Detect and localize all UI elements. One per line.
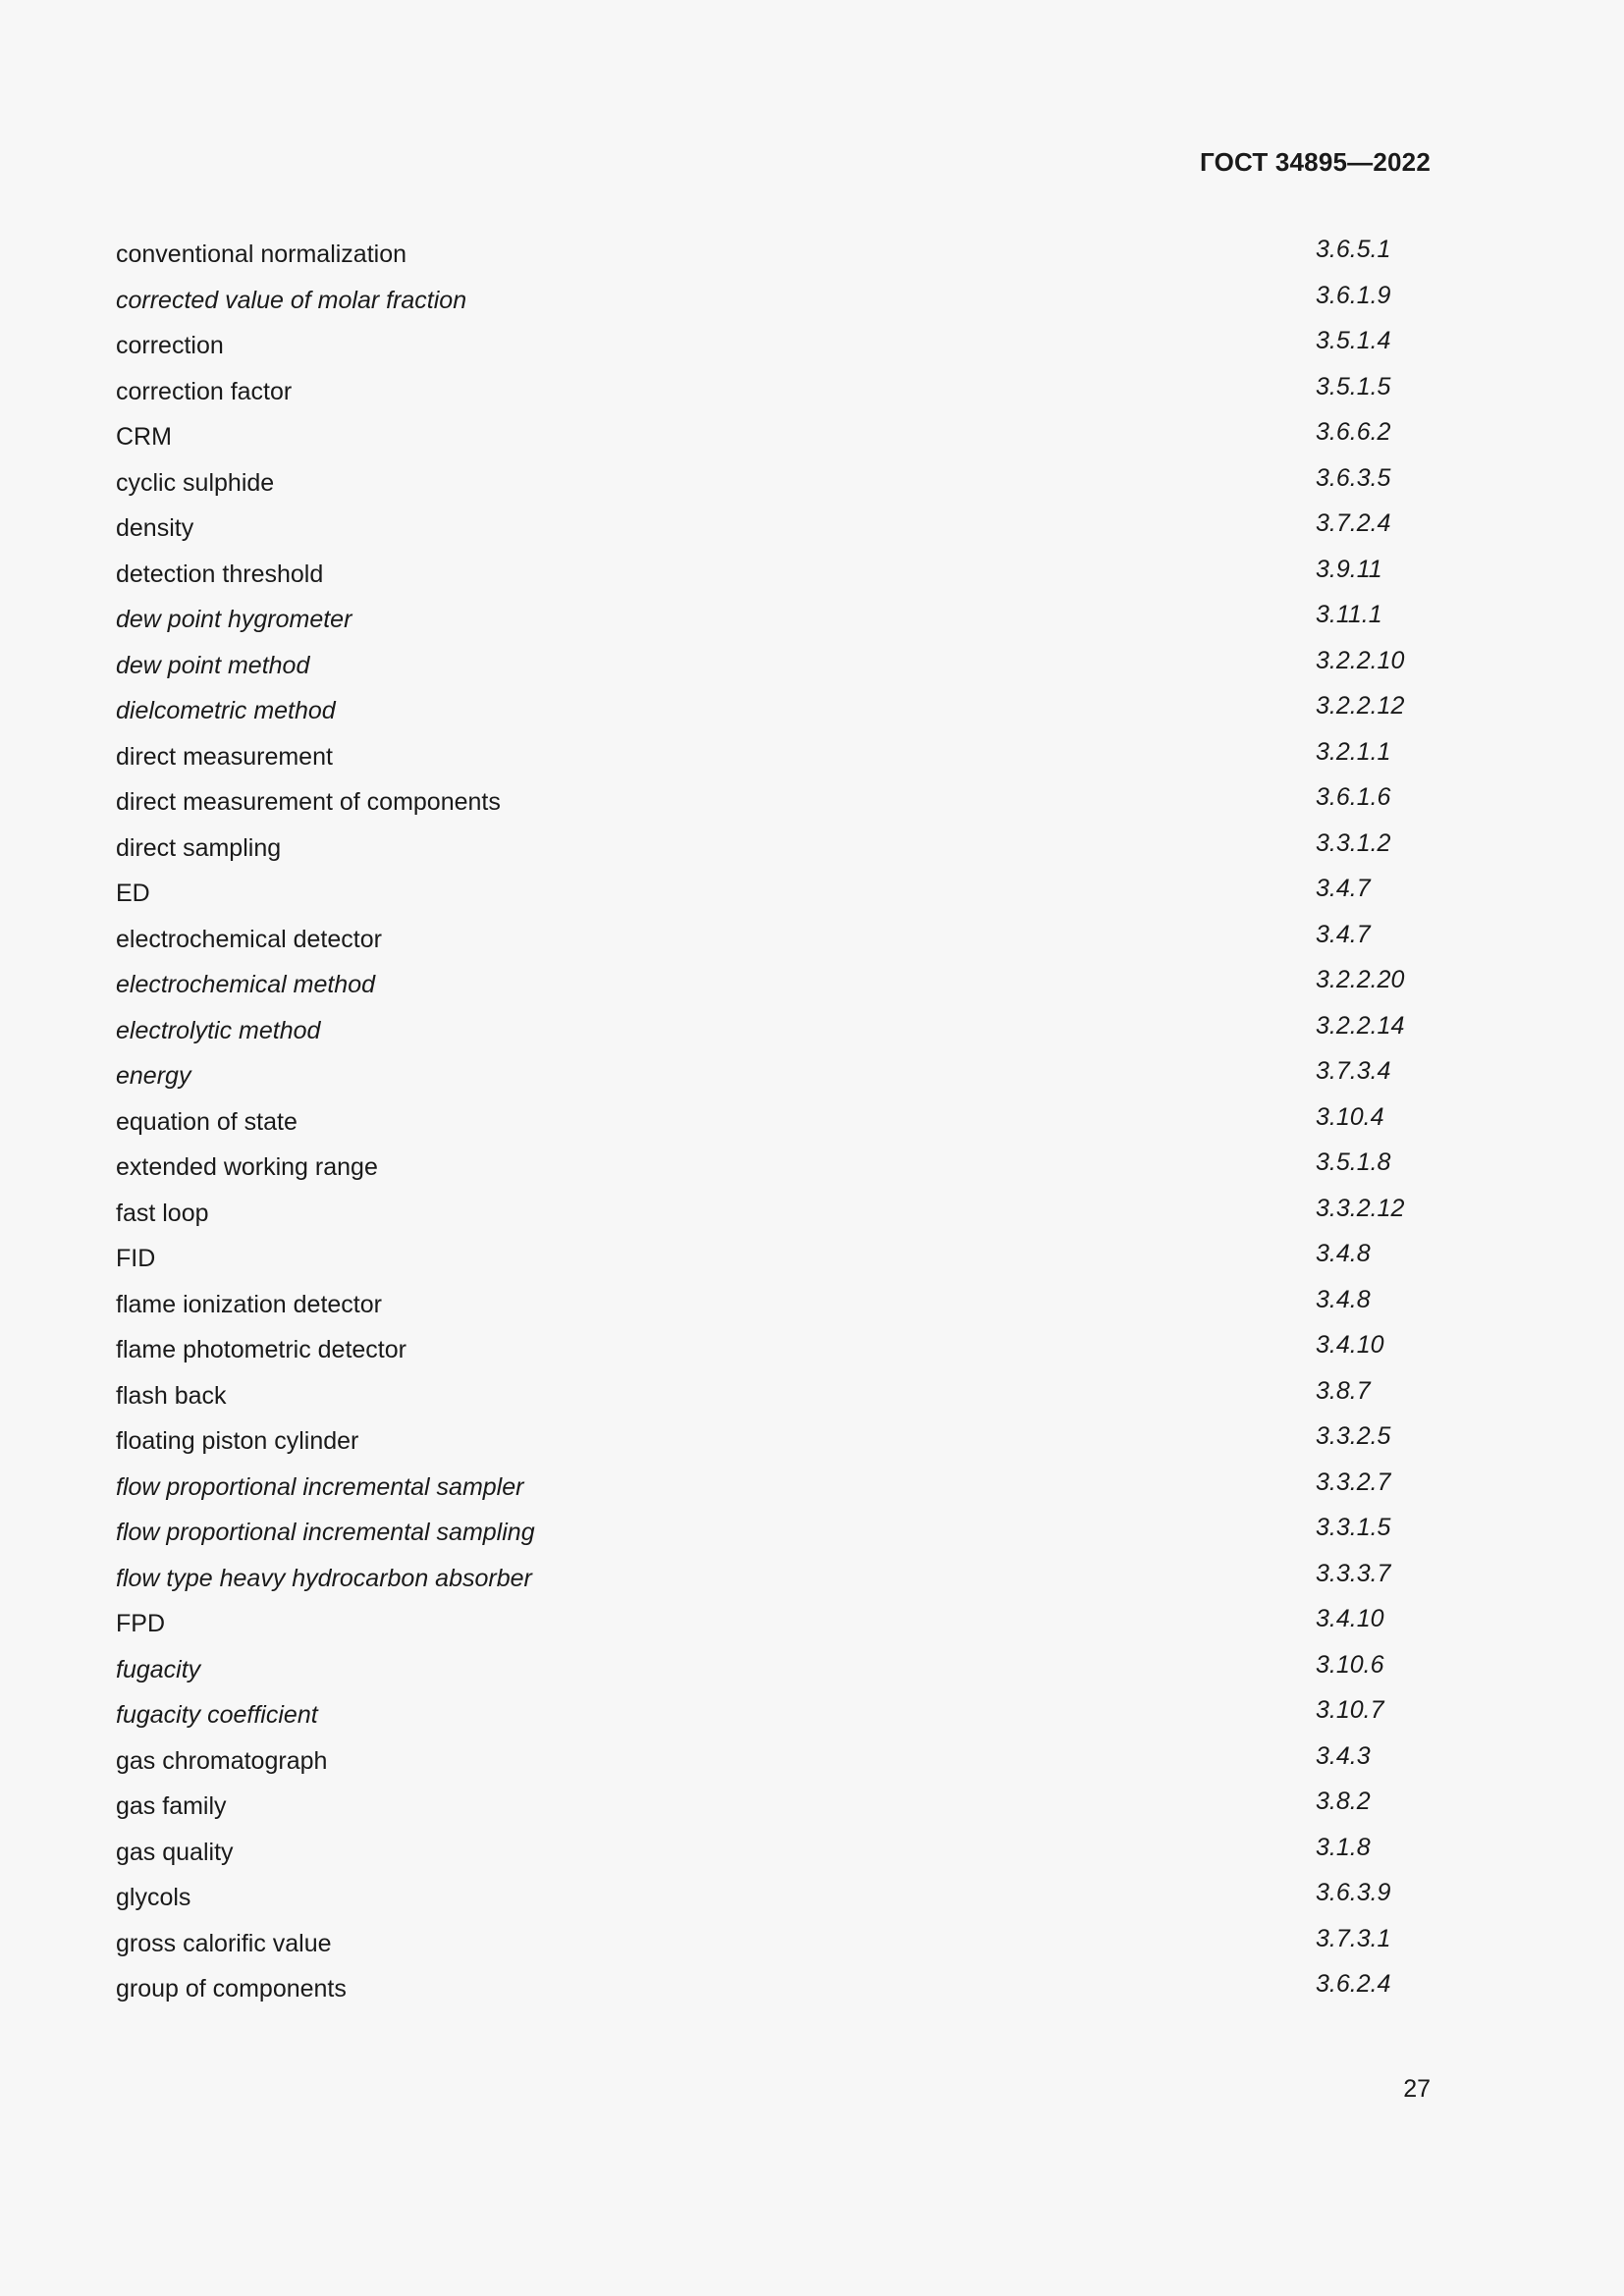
index-reference: 3.10.4 xyxy=(1316,1102,1384,1131)
index-reference: 3.4.3 xyxy=(1316,1741,1371,1770)
index-entry xyxy=(116,1468,1432,1515)
index-reference: 3.11.1 xyxy=(1316,601,1382,628)
index-reference: 3.4.7 xyxy=(1316,920,1371,948)
index-entry xyxy=(116,829,1432,876)
index-reference: 3.4.8 xyxy=(1316,1240,1371,1267)
index-reference: 3.4.10 xyxy=(1316,1605,1384,1632)
index-reference: 3.4.7 xyxy=(1316,875,1371,902)
index-reference: 3.6.5.1 xyxy=(1316,236,1391,263)
index-term: dew point method xyxy=(116,651,310,679)
index-term: energy xyxy=(116,1062,191,1090)
index-reference: 3.8.7 xyxy=(1316,1376,1371,1405)
index-reference: 3.2.1.1 xyxy=(1316,737,1391,766)
index-entry xyxy=(116,1057,1432,1103)
index-term: cyclic sulphide xyxy=(116,468,275,497)
index-term: flow type heavy hydrocarbon absorber xyxy=(116,1564,532,1592)
index-term: fast loop xyxy=(116,1199,209,1227)
index-term: electrolytic method xyxy=(116,1016,321,1044)
index-reference: 3.3.2.5 xyxy=(1316,1422,1391,1450)
index-reference: 3.2.2.14 xyxy=(1316,1011,1405,1040)
index-term: gas chromatograph xyxy=(116,1746,328,1775)
index-reference: 3.9.11 xyxy=(1316,555,1382,583)
index-term: gross calorific value xyxy=(116,1929,332,1957)
index-entry xyxy=(116,1103,1432,1149)
index-term: flame photometric detector xyxy=(116,1336,406,1363)
index-reference: 3.3.1.5 xyxy=(1316,1514,1391,1541)
index-entry xyxy=(116,1422,1432,1468)
index-term: FPD xyxy=(116,1610,165,1637)
index-term: gas family xyxy=(116,1792,227,1820)
index-term: ED xyxy=(116,880,150,907)
index-entry xyxy=(116,1788,1432,1834)
index-entry xyxy=(116,1286,1432,1332)
index-reference: 3.10.7 xyxy=(1316,1696,1384,1724)
index-reference: 3.2.2.10 xyxy=(1316,646,1405,674)
index-term: corrected value of molar fraction xyxy=(116,286,467,314)
index-reference: 3.2.2.12 xyxy=(1316,692,1405,720)
index-reference: 3.3.1.2 xyxy=(1316,828,1391,857)
index-term: group of components xyxy=(116,1975,347,2002)
index-term: density xyxy=(116,514,194,542)
index-term: electrochemical detector xyxy=(116,925,382,953)
index-term: electrochemical method xyxy=(116,971,376,998)
index-term: correction xyxy=(116,332,224,359)
index-term: FID xyxy=(116,1245,156,1272)
index-entry xyxy=(116,1514,1432,1560)
index-term: fugacity xyxy=(116,1655,201,1683)
index-term: detection threshold xyxy=(116,560,324,588)
index-entry xyxy=(116,418,1432,464)
index-reference: 3.2.2.20 xyxy=(1316,966,1405,993)
index-term: flash back xyxy=(116,1381,227,1410)
index-entry xyxy=(116,1148,1432,1195)
index-term: conventional normalization xyxy=(116,240,407,268)
index-reference: 3.3.2.7 xyxy=(1316,1468,1391,1496)
index-reference: 3.8.2 xyxy=(1316,1788,1371,1815)
index-entry xyxy=(116,327,1432,373)
index-term: gas quality xyxy=(116,1838,234,1866)
index-entry xyxy=(116,1970,1432,2016)
index-entry xyxy=(116,875,1432,921)
index-entry xyxy=(116,1925,1432,1971)
index-reference: 3.6.1.6 xyxy=(1316,783,1391,811)
document-header: ГОСТ 34895—2022 xyxy=(1200,147,1431,177)
index-entry xyxy=(116,783,1432,829)
index-reference: 3.6.1.9 xyxy=(1316,281,1391,309)
index-reference: 3.5.1.4 xyxy=(1316,327,1391,354)
index-entry xyxy=(116,509,1432,556)
index-term: dew point hygrometer xyxy=(116,606,352,633)
index-term: direct sampling xyxy=(116,833,282,862)
index-entry xyxy=(116,1195,1432,1241)
index-reference: 3.10.6 xyxy=(1316,1650,1384,1679)
index-entry xyxy=(116,1240,1432,1286)
index-term: direct measurement xyxy=(116,742,333,771)
index-term: CRM xyxy=(116,423,172,451)
index-entry xyxy=(116,556,1432,602)
index-reference: 3.3.2.12 xyxy=(1316,1194,1405,1222)
page-number: 27 xyxy=(1403,2075,1431,2103)
index-term: dielcometric method xyxy=(116,697,336,724)
index-entry xyxy=(116,1012,1432,1058)
alphabetical-index xyxy=(116,236,1432,2016)
index-entry xyxy=(116,601,1432,647)
index-entry xyxy=(116,464,1432,510)
index-entry xyxy=(116,1377,1432,1423)
index-reference: 3.1.8 xyxy=(1316,1833,1371,1861)
index-term: fugacity coefficient xyxy=(116,1701,318,1729)
index-term: correction factor xyxy=(116,377,293,405)
index-reference: 3.5.1.5 xyxy=(1316,372,1391,400)
index-reference: 3.6.3.9 xyxy=(1316,1879,1391,1906)
index-entry xyxy=(116,1560,1432,1606)
index-entry xyxy=(116,1651,1432,1697)
index-reference: 3.6.2.4 xyxy=(1316,1970,1391,1998)
index-reference: 3.6.3.5 xyxy=(1316,463,1391,492)
index-entry xyxy=(116,1834,1432,1880)
index-entry xyxy=(116,373,1432,419)
index-entry xyxy=(116,921,1432,967)
index-entry xyxy=(116,1331,1432,1377)
index-entry xyxy=(116,966,1432,1012)
index-entry xyxy=(116,1742,1432,1789)
index-entry xyxy=(116,647,1432,693)
index-entry xyxy=(116,1879,1432,1925)
index-reference: 3.5.1.8 xyxy=(1316,1148,1391,1176)
index-reference: 3.4.10 xyxy=(1316,1331,1384,1359)
index-reference: 3.7.3.4 xyxy=(1316,1057,1391,1085)
index-term: flame ionization detector xyxy=(116,1290,382,1318)
index-reference: 3.6.6.2 xyxy=(1316,418,1391,446)
index-reference: 3.3.3.7 xyxy=(1316,1559,1391,1587)
index-term: direct measurement of components xyxy=(116,788,501,816)
index-term: equation of state xyxy=(116,1107,298,1136)
index-entry xyxy=(116,692,1432,738)
index-entry xyxy=(116,1605,1432,1651)
index-entry xyxy=(116,282,1432,328)
index-term: glycols xyxy=(116,1884,191,1911)
index-term: flow proportional incremental sampler xyxy=(116,1472,524,1501)
index-reference: 3.4.8 xyxy=(1316,1285,1371,1313)
index-entry xyxy=(116,236,1432,282)
index-reference: 3.7.2.4 xyxy=(1316,509,1391,537)
index-term: flow proportional incremental sampling xyxy=(116,1519,535,1546)
index-entry xyxy=(116,1696,1432,1742)
index-term: floating piston cylinder xyxy=(116,1427,359,1455)
index-term: extended working range xyxy=(116,1153,378,1181)
index-entry xyxy=(116,738,1432,784)
index-reference: 3.7.3.1 xyxy=(1316,1924,1391,1952)
